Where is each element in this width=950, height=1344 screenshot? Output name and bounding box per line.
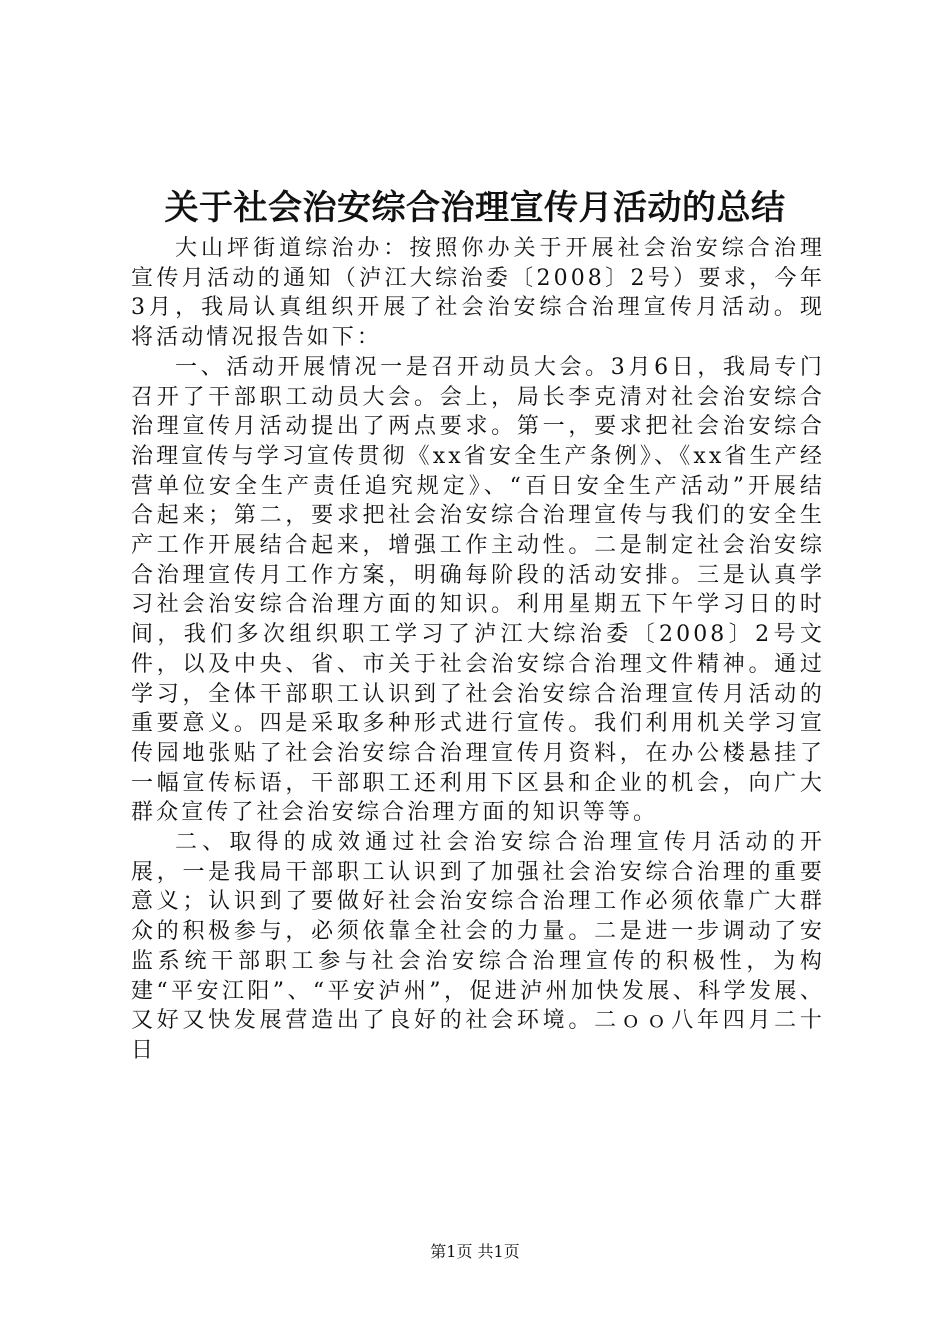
paragraph-results: 二、取得的成效通过社会治安综合治理宣传月活动的开展，一是我局干部职工认识到了加强社会治安综合治理的重要意义；认识到了要做好社会治安综合治理工作必须依靠广大群众的积极参与，必须依靠全社会的力量。二是进一步调动了安监系统干部职工参与社会治安综合治理宣传的积极性，为构建“平安江阳”、“平安泸州”，促进泸州加快发展、科学发展、又好又快发展营造出了良好的社会环境。二ｏｏ八年四月二十日 [131,830,825,1063]
paragraph-intro: 大山坪街道综治办：按照你办关于开展社会治安综合治理宣传月活动的通知（泸江大综治委〔2008〕2号）要求，今年3月，我局认真组织开展了社会治安综合治理宣传月活动。现将活动情况报告如下： [131,236,825,351]
page-number-footer: 第1页 共1页 [430,1242,520,1261]
document-title: 关于社会治安综合治理宣传月活动的总结 [164,188,786,228]
paragraph-activities: 一、活动开展情况一是召开动员大会。3月6日，我局专门召开了干部职工动员大会。会上，局长李克清对社会治安综合治理宣传月活动提出了两点要求。第一，要求把社会治安综合治理宣传与学习宣传贯彻《xx省安全生产条例》、《xx省生产经营单位安全生产责任追究规定》、“百日安全生产活动”开展结合起来；第二，要求把社会治安综合治理宣传与我们的安全生产工作开展结合起来，增强工作主动性。二是制定社会治安综合治理宣传月工作方案，明确每阶段的活动安排。三是认真学习社会治安综合治理方面的知识。利用星期五下午学习日的时间，我们多次组织职工学习了泸江大综治委〔2008〕2号文件，以及中央、省、市关于社会治安综合治理文件精神。通过学习，全体干部职工认识到了社会治安综合治理宣传月活动的重要意义。四是采取多种形式进行宣传。我们利用机关学习宣传园地张贴了社会治安综合治理宣传月资料，在办公楼悬挂了一幅宣传标语，干部职工还利用下区县和企业的机会，向广大群众宣传了社会治安综合治理方面的知识等等。 [131,354,825,826]
document-body [131,234,825,1066]
